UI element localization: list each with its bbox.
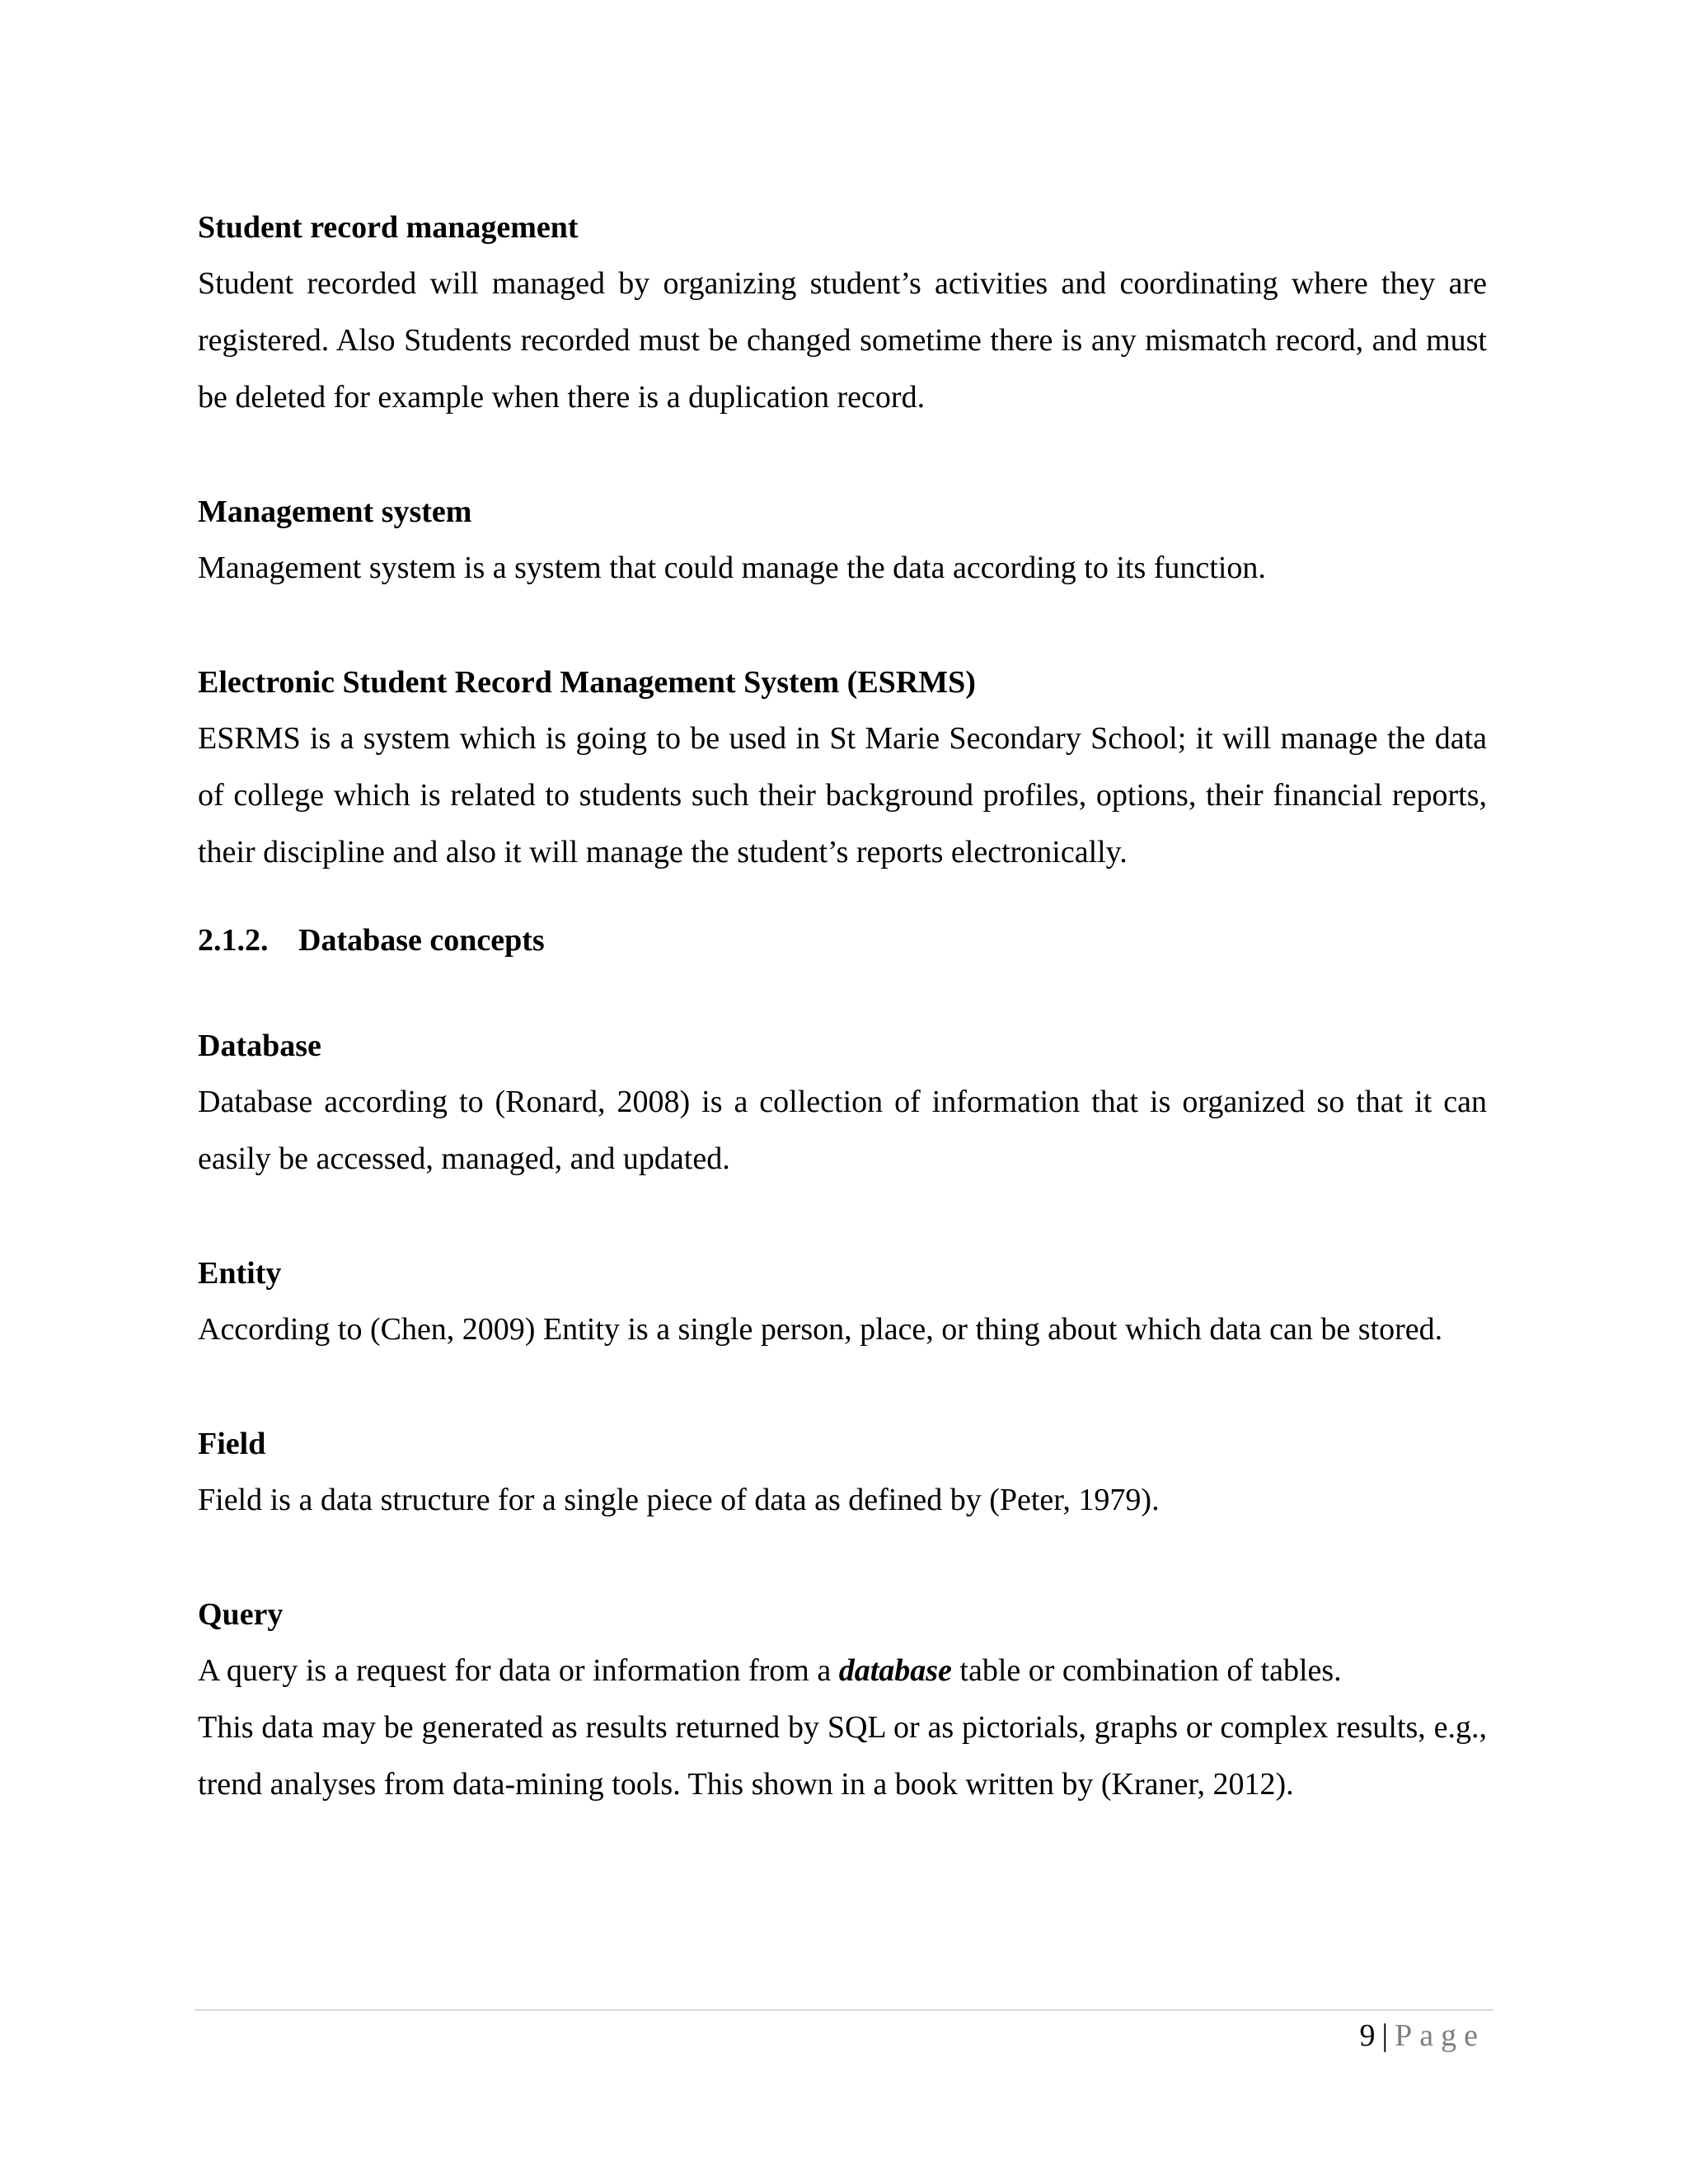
section-title: Management system <box>198 494 472 529</box>
section-title: Query <box>198 1597 284 1632</box>
subsection-title: Database concepts <box>298 923 545 958</box>
subsection-number: 2.1.2. <box>198 923 269 958</box>
section-body: ESRMS is a system which is going to be used in St Marie Secondary School; it will manage the data of college which is related to students such their background profiles, options, their financial reports, their discipline and also it will manage the student’s reports electronically. <box>198 721 1487 869</box>
section-entity <box>198 1245 1487 1358</box>
section-student-record <box>198 199 1487 426</box>
section-field <box>198 1416 1487 1529</box>
page-footer <box>1360 2011 1485 2060</box>
subsection-heading <box>198 912 1487 968</box>
section-body: Database according to (Ronard, 2008) is a collection of information that is organized so that it can easily be accessed, managed, and updated. <box>198 1085 1487 1176</box>
section-body: Field is a data structure for a single piece of data as defined by (Peter, 1979). <box>198 1483 1160 1517</box>
query-text-after: table or combination of tables. <box>951 1653 1342 1688</box>
page-content <box>198 199 1487 1871</box>
section-esrms <box>198 654 1487 881</box>
section-management-system <box>198 484 1487 597</box>
section-body: Student recorded will managed by organizing student’s activities and coordinating where they are registered. Also Students recorded must be changed sometime there is any mismatch record, and must be deleted for example when there is a duplication record. <box>198 266 1487 415</box>
query-text-before: A query is a request for data or information from a <box>198 1653 839 1688</box>
section-title: Entity <box>198 1256 282 1291</box>
page-label: Page <box>1395 2018 1485 2053</box>
section-title: Field <box>198 1427 266 1461</box>
page-number: 9 <box>1359 2018 1376 2053</box>
footer-separator: | <box>1381 2018 1389 2053</box>
footer-divider <box>195 2009 1493 2011</box>
section-database <box>198 1018 1487 1188</box>
query-emphasis-word: database <box>838 1653 952 1688</box>
section-body-line1 <box>198 1643 1487 1699</box>
section-body-line2: This data may be generated as results returned by SQL or as pictorials, graphs or complex results, e.g., trend analyses from data-mining tools. This shown in a book written by (Kraner, 2012). <box>198 1710 1487 1802</box>
section-title: Database <box>198 1029 321 1063</box>
section-title: Student record management <box>198 210 579 245</box>
section-title: Electronic Student Record Management System (ESRMS) <box>198 665 976 700</box>
section-body: According to (Chen, 2009) Entity is a single person, place, or thing about which data can be stored. <box>198 1312 1443 1347</box>
section-query <box>198 1586 1487 1813</box>
section-body: Management system is a system that could manage the data according to its function. <box>198 551 1266 585</box>
